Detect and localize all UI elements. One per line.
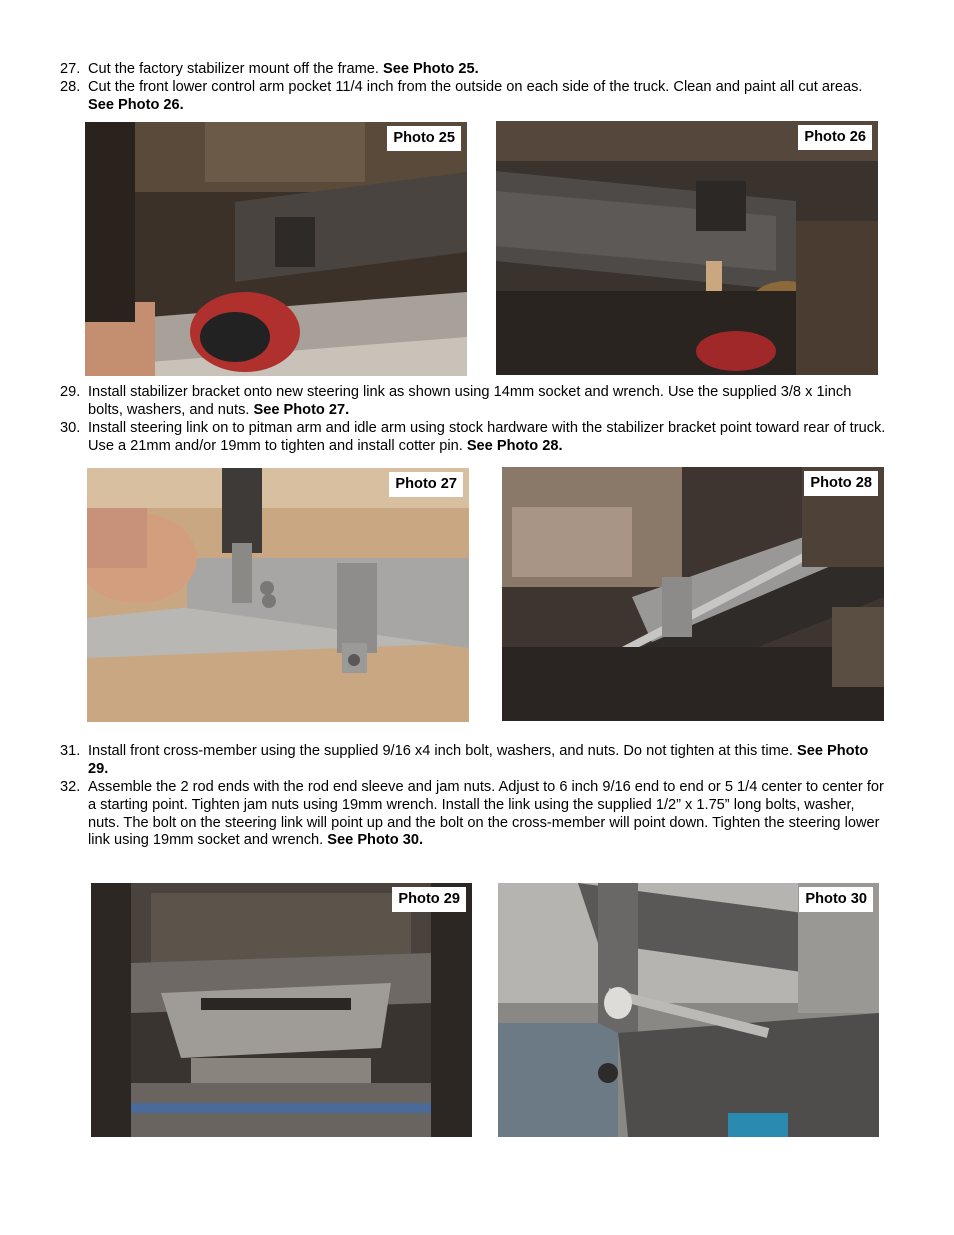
photo-25 xyxy=(85,122,467,376)
photo-label: Photo 28 xyxy=(804,471,878,496)
step-30 xyxy=(60,420,890,456)
photo-label: Photo 27 xyxy=(389,472,463,497)
step-28 xyxy=(60,79,890,115)
step-text: Cut the factory stabilizer mount off the frame. xyxy=(88,61,383,77)
step-number: 30. xyxy=(60,420,81,436)
photo-28 xyxy=(502,467,884,721)
photo-reference: See Photo 28. xyxy=(466,437,563,454)
photo-30-image xyxy=(498,883,879,1137)
step-number: 31. xyxy=(60,743,81,759)
photo-reference: See Photo 30. xyxy=(327,832,423,849)
step-number: 27. xyxy=(60,61,81,77)
step-text: Install front cross-member using the supplied 9/16 x4 inch bolt, washers, and nuts. Do not tighten at this time. xyxy=(88,743,797,759)
photo-label: Photo 29 xyxy=(392,887,466,912)
step-text: Install steering link on to pitman arm and idle arm using stock hardware with the stabilizer bracket point toward rear of truck. Use a 21mm and/or 19mm to tighten and install cotter pin. xyxy=(88,420,886,454)
photo-26 xyxy=(496,121,878,375)
step-31 xyxy=(60,743,890,779)
photo-29-image xyxy=(91,883,472,1137)
photo-label: Photo 30 xyxy=(799,887,873,912)
photo-26-image xyxy=(496,121,878,375)
step-number: 29. xyxy=(60,384,81,400)
step-32 xyxy=(60,779,890,850)
photo-27 xyxy=(87,468,469,722)
photo-label: Photo 25 xyxy=(387,126,461,151)
step-text: Install stabilizer bracket onto new steering link as shown using 14mm socket and wrench. Use the supplied 3/8 x 1inch bolts, washers, and nuts. xyxy=(88,384,852,418)
step-27 xyxy=(60,61,890,79)
photo-28-image xyxy=(502,467,884,721)
photo-label: Photo 26 xyxy=(798,125,872,150)
photo-reference: See Photo 26. xyxy=(88,96,184,113)
step-number: 32. xyxy=(60,779,81,795)
step-text: Assemble the 2 rod ends with the rod end sleeve and jam nuts. Adjust to 6 inch 9/16 end to end or 5 1/4 center to center for a starting point. Tighten jam nuts using 19mm wrench. Install the link using the supplied 1/2” x 1.75” long bolts, washer, nuts. The bolt on the steering link will point up and the bolt on the cross-member will point down. Tighten the steering lower link using 19mm socket and wrench. xyxy=(88,779,884,849)
photo-reference: See Photo 25. xyxy=(382,61,479,77)
photo-27-image xyxy=(87,468,469,722)
step-text: Cut the front lower control arm pocket 11/4 inch from the outside on each side of the truck. Clean and paint all cut areas. xyxy=(88,79,863,95)
step-29 xyxy=(60,384,890,420)
photo-29 xyxy=(91,883,472,1137)
photo-25-image xyxy=(85,122,467,376)
photo-reference: See Photo 27. xyxy=(253,401,350,418)
photo-30 xyxy=(498,883,879,1137)
step-number: 28. xyxy=(60,79,81,95)
photo-reference: See Photo 29. xyxy=(88,743,869,777)
